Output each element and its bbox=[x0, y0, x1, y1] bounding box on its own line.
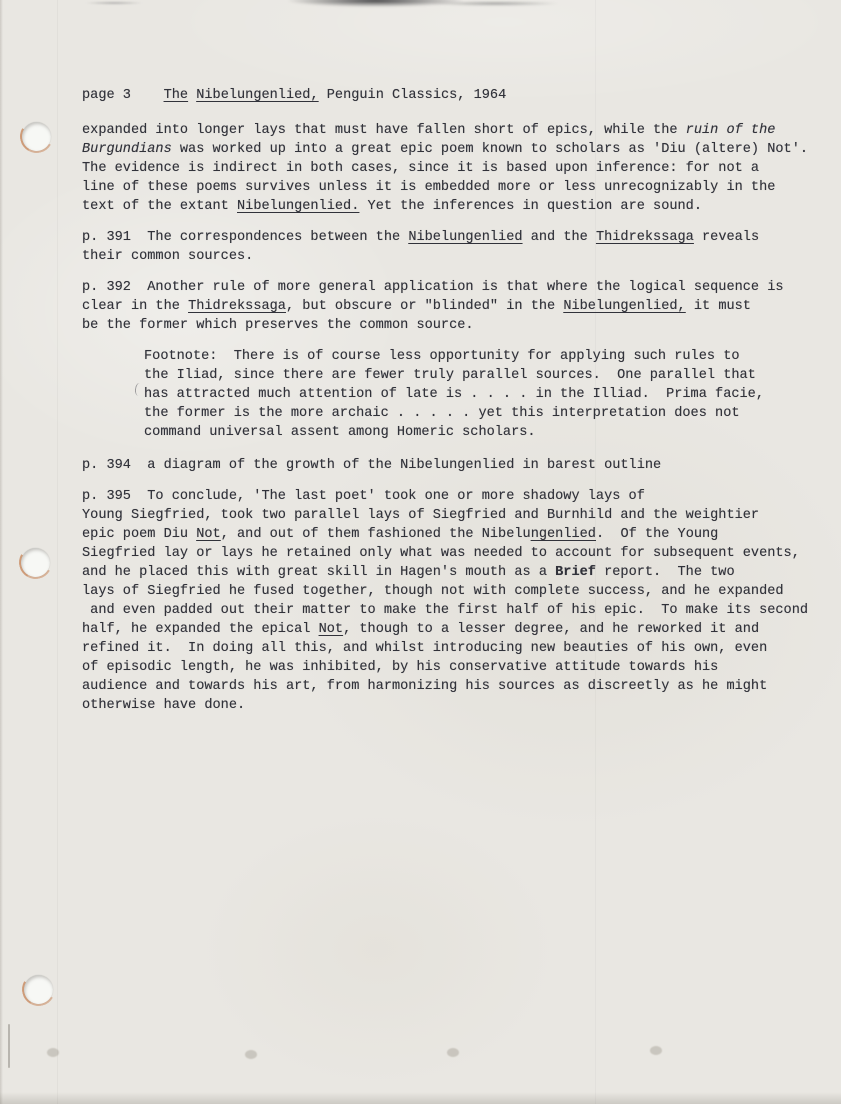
text-run: half, he expanded the epical bbox=[82, 622, 319, 637]
text-run: expanded into longer lays that must have fallen short of epics, while the bbox=[82, 123, 686, 138]
text-line bbox=[82, 658, 808, 677]
text-run: the former is the more archaic . . . . . yet this interpretation does not bbox=[144, 406, 740, 421]
text-line bbox=[82, 677, 808, 696]
text-line bbox=[82, 487, 808, 506]
text-line bbox=[82, 178, 808, 197]
underlined-text: Not bbox=[318, 622, 344, 637]
text-run: Yet the inferences in question are sound. bbox=[359, 199, 702, 214]
text-line bbox=[82, 620, 808, 639]
text-line bbox=[82, 544, 808, 563]
page-number-label: page 3 bbox=[82, 88, 164, 103]
text-run: The evidence is indirect in both cases, since it is based upon inference: for not a bbox=[82, 161, 760, 176]
underlined-text: Nibelungenlied bbox=[408, 230, 523, 245]
scan-bottom-band bbox=[0, 1092, 841, 1104]
text-line bbox=[82, 563, 808, 582]
text-run: command universal assent among Homeric scholars. bbox=[144, 425, 536, 440]
title-subtitle: Penguin Classics, 1964 bbox=[318, 88, 507, 103]
text-run: . Of the Young bbox=[595, 527, 719, 542]
title-main: Nibelungenlied, bbox=[196, 88, 319, 103]
underlined-text: Thidrekssaga bbox=[188, 299, 286, 314]
text-line bbox=[82, 228, 808, 247]
underlined-text: Not bbox=[196, 527, 221, 542]
paper-edge-shadow bbox=[0, 0, 3, 1104]
text-line bbox=[82, 197, 808, 216]
text-run: and he placed this with great skill in Hagen's mouth as a bbox=[82, 565, 556, 580]
text-run: text of the extant bbox=[82, 199, 237, 214]
text-line bbox=[82, 159, 808, 178]
text-run: Young Siegfried, took two parallel lays of Siegfried and Burnhild and the weightier bbox=[82, 508, 760, 523]
text-run: refined it. In doing all this, and whilst introducing new beauties of his own, even bbox=[82, 641, 768, 656]
paragraphs-container bbox=[82, 121, 808, 715]
text-run: p. 391 The correspondences between the bbox=[82, 230, 409, 245]
text-line bbox=[144, 404, 808, 423]
text-line bbox=[82, 696, 808, 715]
underlined-text: Nibelungenlied, bbox=[563, 299, 686, 314]
underlined-text: Thidrekssaga bbox=[595, 230, 694, 245]
text-run: was worked up into a great epic poem known to scholars as 'Diu (altere) Not'. bbox=[171, 142, 809, 157]
text-line bbox=[144, 347, 808, 366]
scan-smudge-top-light bbox=[430, 1, 560, 6]
text-run: p. 392 Another rule of more general application is that where the logical sequence is bbox=[82, 280, 784, 295]
text-run: otherwise have done. bbox=[82, 698, 246, 713]
text-line bbox=[82, 506, 808, 525]
text-run: , though to a lesser degree, and he reworked it and bbox=[343, 622, 760, 637]
text-line bbox=[82, 140, 808, 159]
scan-smudge-topleft bbox=[85, 1, 143, 5]
paper-crease-left bbox=[57, 0, 58, 1104]
text-line bbox=[82, 525, 808, 544]
text-run: be the former which preserves the common source. bbox=[82, 318, 474, 333]
text-run: it must bbox=[685, 299, 751, 314]
paragraph-footnote bbox=[144, 347, 808, 442]
stray-pencil-mark bbox=[134, 383, 143, 397]
text-run: and the bbox=[522, 230, 596, 245]
text-run: lays of Siegfried he fused together, though not with complete success, and he expanded bbox=[82, 584, 784, 599]
punch-hole-middle bbox=[21, 548, 50, 577]
text-run: of episodic length, he was inhibited, by his conservative attitude towards his bbox=[82, 660, 719, 675]
text-run: Siegfried lay or lays he retained only what was needed to account for subsequent events, bbox=[82, 546, 800, 561]
paragraph-p392 bbox=[82, 278, 808, 335]
text-run: Footnote: There is of course less opportunity for applying such rules to bbox=[144, 349, 740, 364]
title-space bbox=[188, 88, 196, 103]
text-line bbox=[144, 385, 808, 404]
title-the: The bbox=[163, 88, 189, 103]
text-line bbox=[82, 247, 808, 266]
text-run: the Iliad, since there are fewer truly parallel sources. One parallel that bbox=[144, 368, 756, 383]
text-run: audience and towards his art, from harmonizing his sources as discreetly as he might bbox=[82, 679, 768, 694]
text-line bbox=[82, 121, 808, 140]
text-run: p. 395 To conclude, 'The last poet' took one or more shadowy lays of bbox=[82, 489, 645, 504]
italic-text: Burgundians bbox=[82, 142, 172, 157]
text-run: reveals bbox=[693, 230, 760, 245]
scan-dot-4 bbox=[650, 1046, 662, 1055]
paragraph-p391 bbox=[82, 228, 808, 266]
header-line bbox=[82, 86, 808, 105]
text-run: p. 394 a diagram of the growth of the Nibelungenlied in barest outline bbox=[82, 458, 662, 473]
page-header bbox=[82, 86, 808, 105]
scan-dot-2 bbox=[245, 1050, 257, 1059]
text-run: report. The two bbox=[595, 565, 735, 580]
text-run: clear in the bbox=[82, 299, 189, 314]
italic-text: ruin of the bbox=[685, 123, 776, 138]
text-run: , but obscure or "blinded" in the bbox=[285, 299, 564, 314]
text-line bbox=[144, 366, 808, 385]
scan-line-bottom-left bbox=[8, 1024, 10, 1068]
text-line bbox=[82, 278, 808, 297]
paragraph-intro bbox=[82, 121, 808, 216]
text-line bbox=[82, 601, 808, 620]
document-text bbox=[82, 86, 808, 727]
scan-dot-3 bbox=[447, 1048, 459, 1057]
paragraph-p395 bbox=[82, 487, 808, 715]
scan-dot-1 bbox=[47, 1048, 59, 1057]
punch-hole-bottom bbox=[24, 975, 53, 1004]
paragraph-p394 bbox=[82, 456, 808, 475]
underlined-text: Nibelungenlied. bbox=[237, 199, 360, 214]
text-line bbox=[82, 297, 808, 316]
text-run: their common sources. bbox=[82, 249, 254, 264]
bold-text: Brief bbox=[555, 565, 596, 580]
text-line bbox=[82, 582, 808, 601]
text-run: has attracted much attention of late is . . . . in the Illiad. Prima facie, bbox=[144, 387, 764, 402]
punch-hole-top bbox=[22, 122, 51, 151]
text-run: epic poem Diu bbox=[82, 527, 197, 542]
text-run: line of these poems survives unless it is embedded more or less unrecognizably in the bbox=[82, 180, 776, 195]
text-run: and even padded out their matter to make the first half of his epic. To make its second bbox=[82, 603, 809, 618]
underlined-text: ngenlied bbox=[530, 527, 596, 542]
text-line bbox=[144, 423, 808, 442]
text-line bbox=[82, 316, 808, 335]
text-run: , and out of them fashioned the Nibelu bbox=[220, 527, 531, 542]
text-line bbox=[82, 456, 808, 475]
text-line bbox=[82, 639, 808, 658]
